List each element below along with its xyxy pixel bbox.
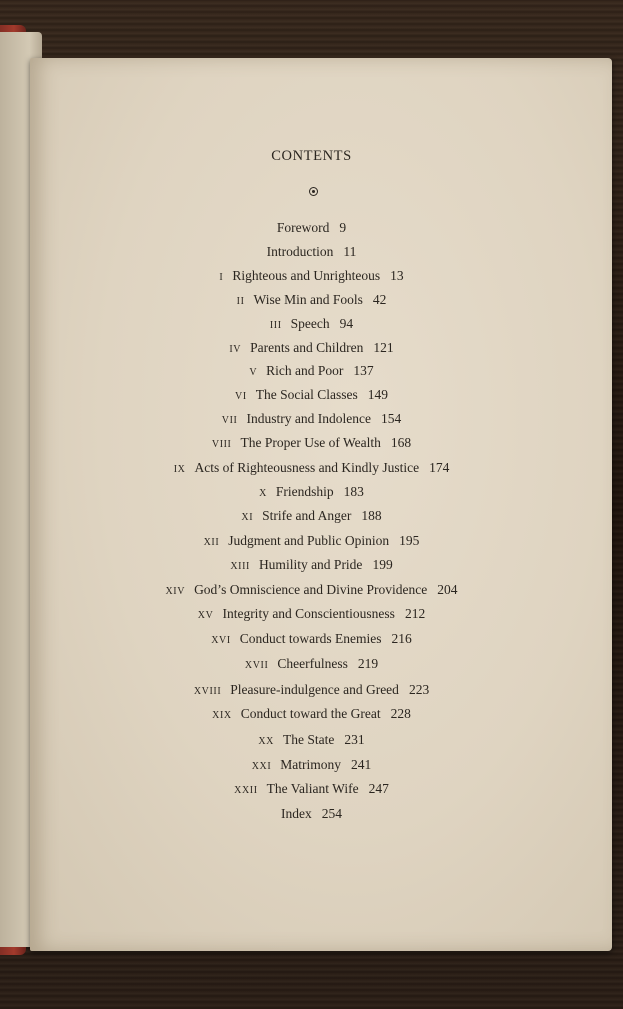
chapter-number: XV [197,610,214,621]
toc-entry [0,556,623,576]
chapter-title: Friendship [275,484,334,499]
chapter-title: The Proper Use of Wealth [240,435,381,450]
toc-entry [0,780,623,800]
chapter-number: XVI [211,635,231,646]
chapter-title: The State [283,732,335,747]
chapter-title: The Valiant Wife [266,781,359,796]
toc-entry [0,705,623,725]
page-number: 183 [343,484,364,499]
chapter-title: Speech [290,316,330,331]
page-number: 247 [368,781,389,796]
chapter-title: Conduct towards Enemies [239,631,382,646]
toc-entry [0,605,623,625]
chapter-title: Acts of Righteousness and Kindly Justice [194,460,420,475]
chapter-number: XVII [244,660,269,671]
page-number: 223 [408,682,430,697]
chapter-number: XVIII [193,686,222,697]
chapter-number: V [249,367,258,378]
chapter-title: Integrity and Conscientiousness [222,606,395,621]
chapter-number: XIII [230,561,250,572]
page-number: 212 [404,606,426,621]
toc-entry [0,731,623,751]
page-number: 121 [373,340,394,355]
toc-entry [0,219,623,239]
page-number: 195 [399,533,420,548]
toc-entry [0,243,623,263]
chapter-number: XXII [234,785,258,796]
toc-entry [0,267,623,287]
page-number: 94 [339,316,354,331]
page-number: 204 [437,582,458,597]
toc-entry [0,362,623,382]
page-number: 254 [321,806,342,821]
chapter-title: Matrimony [280,757,342,772]
page-number: 42 [372,292,387,307]
toc-entry [0,315,623,335]
chapter-title: Index [281,806,312,821]
chapter-number: II [236,296,245,307]
toc-entry [0,581,623,601]
chapter-number: X [259,488,267,499]
toc-entry [0,805,623,825]
toc-entry [0,532,623,552]
chapter-number: III [269,320,282,331]
chapter-title: God’s Omniscience and Divine Providence [194,582,428,597]
page-number: 231 [344,732,365,747]
contents-heading: CONTENTS [271,148,352,164]
toc-entry [0,630,623,650]
page-number: 174 [429,460,450,475]
toc-entry [0,459,623,479]
chapter-title: Pleasure-indulgence and Greed [230,682,399,697]
chapter-title: Industry and Indolence [246,411,371,426]
chapter-number: XIX [212,710,232,721]
toc-entry [0,681,623,701]
page-number: 149 [367,387,388,402]
page-number: 154 [380,411,402,426]
chapter-title: Humility and Pride [258,557,363,572]
page-number: 13 [390,268,404,283]
chapter-number: IV [229,344,242,355]
chapter-title: Wise Min and Fools [253,292,363,307]
chapter-title: Cheerfulness [277,656,348,671]
chapter-title: Rich and Poor [266,363,344,378]
chapter-title: Conduct toward the Great [240,706,381,721]
chapter-title: Judgment and Public Opinion [228,533,390,548]
toc-entry [0,434,623,454]
chapter-number: XXI [251,761,272,772]
page-number: 216 [391,631,412,646]
toc-entry [0,291,623,311]
chapter-number: VIII [211,439,232,450]
chapter-title: Righteous and Unrighteous [232,268,381,283]
chapter-number: IX [173,464,186,475]
page-number: 137 [353,363,374,378]
chapter-title: The Social Classes [255,387,358,402]
chapter-number: XX [258,736,275,747]
chapter-number: XIV [165,586,186,597]
page-number: 9 [339,220,347,235]
toc-entry [0,483,623,503]
chapter-title: Introduction [266,244,334,259]
page-number: 188 [361,508,382,523]
chapter-number: VI [235,391,247,402]
page-number: 199 [372,557,393,572]
toc-entry [0,339,623,359]
toc-entry [0,410,623,430]
page-number: 168 [390,435,412,450]
page-number: 219 [357,656,379,671]
toc-entry [0,386,623,406]
chapter-number: VII [221,415,238,426]
chapter-number: I [219,272,224,283]
toc-entry [0,507,623,527]
chapter-title: Strife and Anger [262,508,352,523]
circle-dot-ornament-icon [309,187,318,196]
chapter-number: XI [241,512,254,523]
toc-entry [0,756,623,776]
page-number: 228 [390,706,411,721]
chapter-title: Parents and Children [250,340,364,355]
page-number: 11 [343,244,357,259]
toc-entry [0,655,623,675]
page-number: 241 [351,757,372,772]
chapter-number: XII [203,537,220,548]
chapter-title: Foreword [276,220,330,235]
